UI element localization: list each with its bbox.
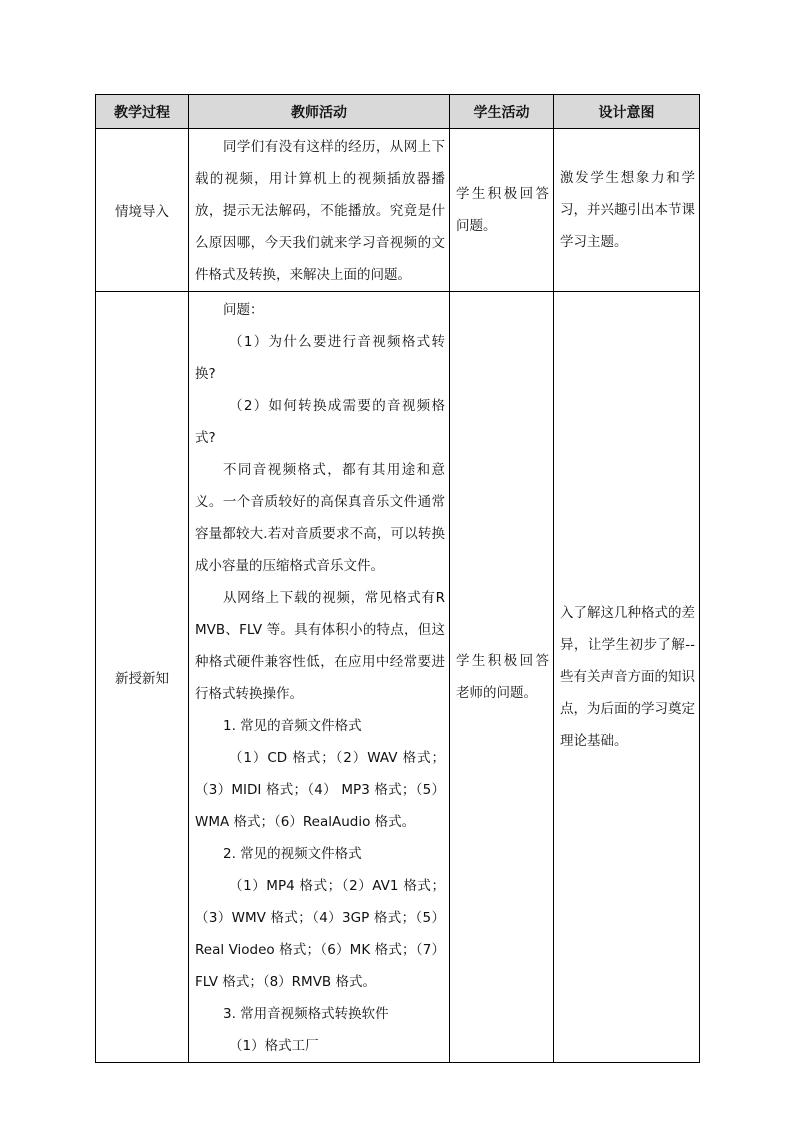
student-text: 学生积极回答问题。 — [456, 186, 549, 234]
teacher-paragraph: （2）如何转换成需要的音视频格式? — [195, 398, 445, 446]
teacher-activity-cell — [189, 292, 450, 1063]
design-intent-cell — [554, 292, 700, 1063]
teacher-paragraph: （1）格式工厂 — [229, 1038, 319, 1054]
header-student: 学生活动 — [450, 95, 554, 129]
student-activity-cell — [450, 129, 554, 292]
teacher-paragraph: 问题： — [223, 302, 264, 318]
stage-cell: 新授新知 — [96, 292, 189, 1063]
teacher-paragraph: （1）CD 格式；（2）WAV 格式；（3）MIDI 格式；（4） MP3 格式；（5）WMA 格式；（6）RealAudio 格式。 — [195, 750, 445, 830]
header-stage: 教学过程 — [96, 95, 189, 129]
table-row — [96, 292, 700, 1063]
lesson-plan-table — [95, 94, 700, 1063]
teacher-paragraph: 2. 常见的视频文件格式 — [223, 846, 362, 862]
table-row — [96, 129, 700, 292]
header-teacher: 教师活动 — [189, 95, 450, 129]
design-intent-cell — [554, 129, 700, 292]
teacher-paragraph: 1. 常见的音频文件格式 — [223, 718, 362, 734]
design-text: 激发学生想象力和学习，并兴趣引出本节课学习主题。 — [560, 170, 695, 250]
teacher-paragraph: （1）为什么要进行音视频格式转换? — [195, 334, 445, 382]
stage-cell: 情境导入 — [96, 129, 189, 292]
teacher-paragraph: 3. 常用音视频格式转换软件 — [223, 1006, 389, 1022]
table-header-row — [96, 95, 700, 129]
teacher-activity-cell — [189, 129, 450, 292]
design-text: 入了解这几种格式的差异，让学生初步了解--些有关声音方面的知识点，为后面的学习奠定理论基础。 — [560, 605, 695, 749]
teacher-paragraph: 不同音视频格式，都有其用途和意义。一个音质较好的高保真音乐文件通常容量都较大.若对音质要求不高，可以转换成小容量的压缩格式音乐文件。 — [195, 462, 445, 574]
teacher-paragraph: （1）MP4 格式；（2）AV1 格式；（3）WMV 格式；（4）3GP 格式；（5）Real Viodeo 格式；（6）MK 格式；（7）FLV 格式；（8）RMVB 格式。 — [195, 878, 445, 990]
teacher-paragraph: 从网络上下载的视频，常见格式有RMVB、FLV 等。具有体积小的特点，但这种格式硬件兼容性低，在应用中经常要进行格式转换操作。 — [195, 590, 445, 702]
header-design: 设计意图 — [554, 95, 700, 129]
student-activity-cell — [450, 292, 554, 1063]
teacher-paragraph: 同学们有没有这样的经历，从网上下载的视频，用计算机上的视频插放器播放，提示无法解码，不能播放。究竟是什么原因哪，今天我们就来学习音视频的文件格式及转换，来解决上面的问题。 — [195, 139, 445, 283]
student-text: 学生积极回答老师的问题。 — [456, 653, 549, 701]
